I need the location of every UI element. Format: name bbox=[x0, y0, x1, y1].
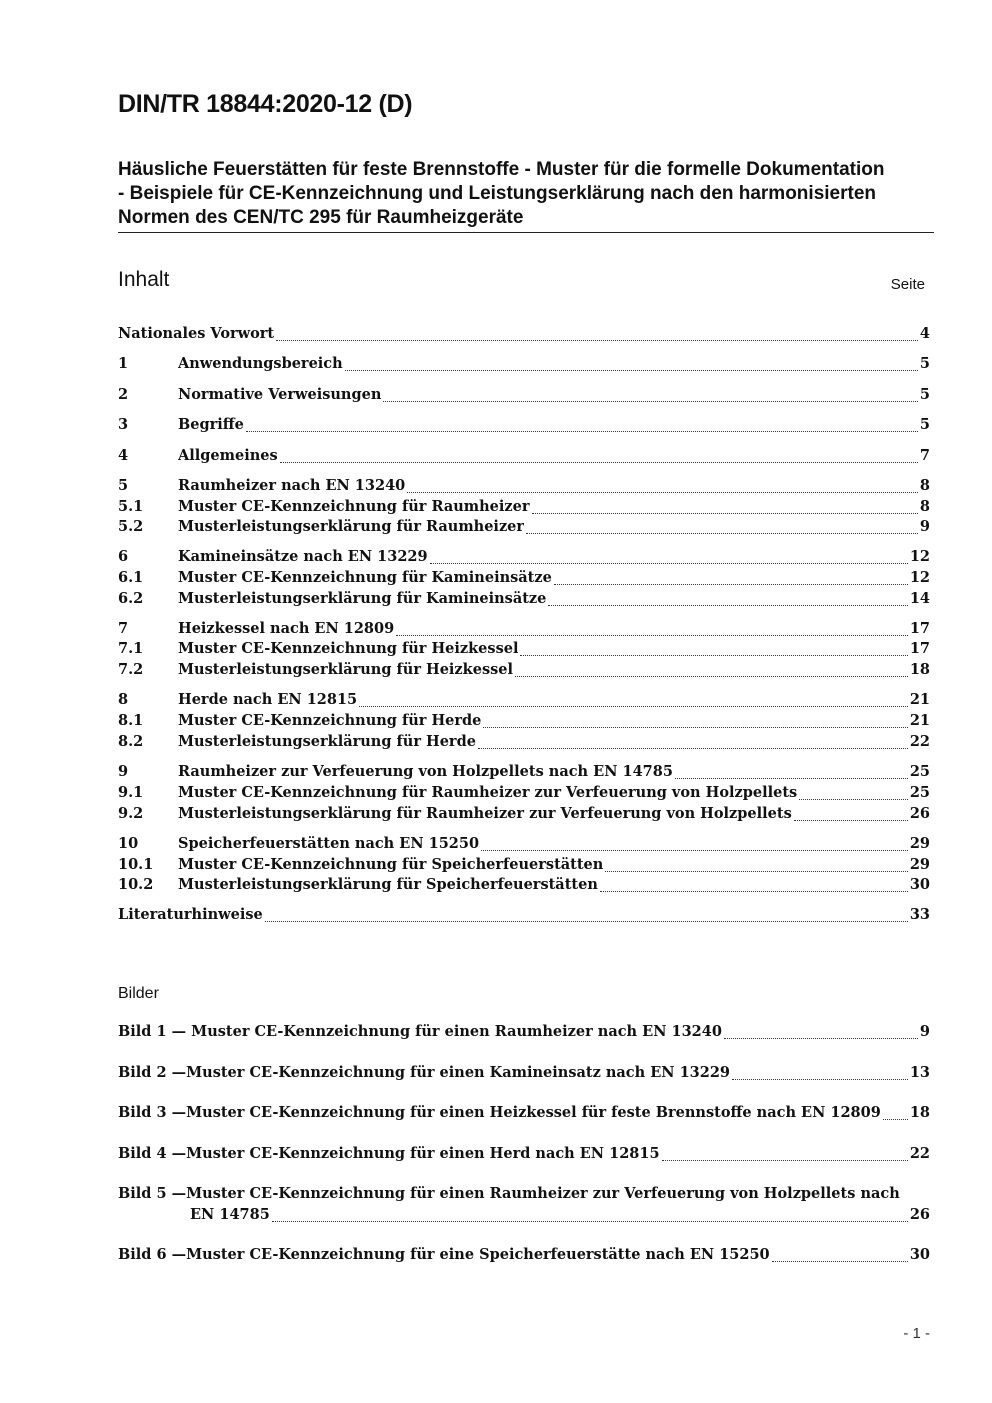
figure-entry-title: Bild 3 —Muster CE-Kennzeichnung für einen Heizkessel für feste Brennstoffe nach EN 12809 bbox=[118, 1104, 881, 1121]
figure-entry-title: Bild 1 — Muster CE-Kennzeichnung für einen Raumheizer nach EN 13240 bbox=[118, 1023, 722, 1040]
toc-entry-page: 17 bbox=[909, 640, 930, 657]
toc-entry[interactable] bbox=[118, 876, 930, 897]
dot-leader bbox=[548, 604, 907, 606]
toc-entry-number: 8.1 bbox=[118, 712, 144, 729]
toc-entry[interactable] bbox=[118, 763, 930, 784]
toc-entry-title: Muster CE-Kennzeichnung für Speicherfeuerstätten bbox=[178, 856, 604, 873]
toc-entry-title: Muster CE-Kennzeichnung für Herde bbox=[178, 712, 482, 729]
figure-entry-line bbox=[118, 1064, 930, 1085]
toc-entry[interactable] bbox=[118, 784, 930, 805]
toc-entry-title: Muster CE-Kennzeichnung für Heizkessel bbox=[178, 640, 519, 657]
figure-entry-page: 18 bbox=[909, 1104, 930, 1121]
figure-entry-page: 26 bbox=[909, 1206, 930, 1223]
figure-entry-page: 9 bbox=[919, 1023, 930, 1040]
toc-entry-number: 7 bbox=[118, 620, 129, 637]
dot-leader bbox=[246, 430, 918, 432]
figure-entry[interactable] bbox=[118, 1104, 930, 1125]
toc-entry-page: 29 bbox=[909, 856, 930, 873]
toc-entry[interactable] bbox=[118, 805, 930, 826]
figure-entry-line bbox=[118, 1145, 930, 1166]
toc-entry-page: 12 bbox=[909, 569, 930, 586]
toc-entry-number: 5.2 bbox=[118, 518, 144, 535]
toc-entry-title: Allgemeines bbox=[178, 447, 278, 464]
figure-entry[interactable] bbox=[118, 1145, 930, 1166]
figure-entry-page: 13 bbox=[909, 1064, 930, 1081]
toc-entry-number: 3 bbox=[118, 416, 129, 433]
toc-entry[interactable] bbox=[118, 569, 930, 590]
toc-entry-page: 7 bbox=[919, 447, 930, 464]
toc-entry-number: 8.2 bbox=[118, 733, 144, 750]
toc-entry-number: 8 bbox=[118, 691, 129, 708]
dot-leader bbox=[554, 583, 908, 585]
toc-entry[interactable] bbox=[118, 355, 930, 376]
dot-leader bbox=[265, 920, 908, 922]
toc-entry-page: 12 bbox=[909, 548, 930, 565]
toc-entry-title: Musterleistungserklärung für Herde bbox=[178, 733, 476, 750]
toc-entry-page: 29 bbox=[909, 835, 930, 852]
toc-entry-page: 17 bbox=[909, 620, 930, 637]
toc-entry-page: 5 bbox=[919, 386, 930, 403]
toc-entry-title: Musterleistungserklärung für Kamineinsätze bbox=[178, 590, 547, 607]
toc-entry-number: 7.2 bbox=[118, 661, 144, 678]
toc-entry-page: 9 bbox=[919, 518, 930, 535]
dot-leader bbox=[675, 777, 908, 779]
subtitle-line: Normen des CEN/TC 295 für Raumheizgeräte bbox=[118, 207, 524, 228]
toc-entry[interactable] bbox=[118, 325, 930, 346]
subtitle-line: Häusliche Feuerstätten für feste Brennstoffe - Muster für die formelle Dokumentation bbox=[118, 159, 885, 180]
dot-leader bbox=[276, 339, 918, 341]
toc-entry-page: 8 bbox=[919, 498, 930, 515]
toc-entry-number: 5 bbox=[118, 477, 129, 494]
toc-entry-number: 6 bbox=[118, 548, 129, 565]
toc-entry[interactable] bbox=[118, 590, 930, 611]
toc-entry-title: Muster CE-Kennzeichnung für Raumheizer bbox=[178, 498, 530, 515]
toc-entry-page: 18 bbox=[909, 661, 930, 678]
toc-entry-title: Nationales Vorwort bbox=[118, 325, 275, 342]
toc-entry-title: Herde nach EN 12815 bbox=[178, 691, 358, 708]
toc-entry-number: 9 bbox=[118, 763, 129, 780]
figure-entry-title: Bild 6 —Muster CE-Kennzeichnung für eine Speicherfeuerstätte nach EN 15250 bbox=[118, 1246, 770, 1263]
figures-heading: Bilder bbox=[118, 985, 159, 1002]
toc-entry-title: Speicherfeuerstätten nach EN 15250 bbox=[178, 835, 480, 852]
toc-heading: Inhalt bbox=[118, 268, 170, 291]
toc-entry-page: 8 bbox=[919, 477, 930, 494]
toc-entry-title: Begriffe bbox=[178, 416, 244, 433]
figure-entry[interactable] bbox=[118, 1064, 930, 1085]
toc-entry[interactable] bbox=[118, 733, 930, 754]
toc-entry-number: 10.2 bbox=[118, 876, 154, 893]
document-subtitle bbox=[118, 158, 934, 233]
dot-leader bbox=[272, 1220, 908, 1222]
toc-entry-number: 7.1 bbox=[118, 640, 144, 657]
figure-entry-page: 22 bbox=[909, 1145, 930, 1162]
toc-entry-page: 30 bbox=[909, 876, 930, 893]
toc-entry[interactable] bbox=[118, 856, 930, 877]
toc-entry[interactable] bbox=[118, 477, 930, 498]
toc-entry-page: 21 bbox=[909, 712, 930, 729]
dot-leader bbox=[280, 461, 918, 463]
toc-entry-title: Heizkessel nach EN 12809 bbox=[178, 620, 395, 637]
toc-entry-number: 6.1 bbox=[118, 569, 144, 586]
toc-entry-number: 1 bbox=[118, 355, 129, 372]
toc-entry-title: Literaturhinweise bbox=[118, 906, 263, 923]
toc-entry[interactable] bbox=[118, 518, 930, 539]
dot-leader bbox=[532, 512, 918, 514]
toc-entry-title: Musterleistungserklärung für Raumheizer bbox=[178, 518, 525, 535]
toc-entry-page: 33 bbox=[909, 906, 930, 923]
toc-entry[interactable] bbox=[118, 906, 930, 927]
dot-leader bbox=[799, 798, 908, 800]
toc-entry[interactable] bbox=[118, 620, 930, 641]
dot-leader bbox=[515, 675, 908, 677]
figure-entry-title: Bild 2 —Muster CE-Kennzeichnung für einen Kamineinsatz nach EN 13229 bbox=[118, 1064, 731, 1081]
toc-entry[interactable] bbox=[118, 691, 930, 712]
dot-leader bbox=[478, 747, 908, 749]
toc-entry-number: 10 bbox=[118, 835, 139, 852]
dot-leader bbox=[520, 654, 907, 656]
toc-entry-page: 22 bbox=[909, 733, 930, 750]
figure-entry-line bbox=[118, 1246, 930, 1267]
toc-entry-page: 26 bbox=[909, 805, 930, 822]
dot-leader bbox=[883, 1118, 908, 1120]
toc-entry-page: 4 bbox=[919, 325, 930, 342]
dot-leader bbox=[483, 726, 907, 728]
dot-leader bbox=[396, 634, 908, 636]
figure-entry-title: Bild 4 —Muster CE-Kennzeichnung für einen Herd nach EN 12815 bbox=[118, 1145, 660, 1162]
toc-entry-number: 9.1 bbox=[118, 784, 144, 801]
toc-entry-number: 5.1 bbox=[118, 498, 144, 515]
toc-entry-title: Raumheizer nach EN 13240 bbox=[178, 477, 406, 494]
dot-leader bbox=[772, 1260, 908, 1262]
toc-entry-title: Muster CE-Kennzeichnung für Kamineinsätze bbox=[178, 569, 552, 586]
toc-entry-title: Musterleistungserklärung für Heizkessel bbox=[178, 661, 514, 678]
figure-entry-line bbox=[118, 1023, 930, 1044]
page-number: - 1 - bbox=[903, 1325, 930, 1342]
toc-entry-title: Musterleistungserklärung für Raumheizer zur Verfeuerung von Holzpellets bbox=[178, 805, 792, 822]
dot-leader bbox=[724, 1037, 918, 1039]
dot-leader bbox=[430, 562, 908, 564]
toc-entry-title: Raumheizer zur Verfeuerung von Holzpellets nach EN 14785 bbox=[178, 763, 673, 780]
toc-entry-page: 21 bbox=[909, 691, 930, 708]
dot-leader bbox=[359, 705, 908, 707]
toc-entry[interactable] bbox=[118, 712, 930, 733]
figure-entry-title: Bild 5 —Muster CE-Kennzeichnung für einen Raumheizer zur Verfeuerung von Holzpellets nach bbox=[118, 1185, 900, 1202]
toc-entry-number: 4 bbox=[118, 447, 129, 464]
dot-leader bbox=[407, 491, 918, 493]
dot-leader bbox=[526, 532, 918, 534]
dot-leader bbox=[345, 369, 918, 371]
toc-entry[interactable] bbox=[118, 416, 930, 437]
toc-entry-page: 25 bbox=[909, 784, 930, 801]
figure-entry-line bbox=[118, 1185, 930, 1206]
toc-entry-title: Anwendungsbereich bbox=[178, 355, 343, 372]
toc-entry-number: 10.1 bbox=[118, 856, 154, 873]
figure-entry-line bbox=[118, 1104, 930, 1125]
toc-entry[interactable] bbox=[118, 640, 930, 661]
figure-entry[interactable] bbox=[118, 1185, 930, 1227]
toc-entry[interactable] bbox=[118, 386, 930, 407]
toc-entry-number: 6.2 bbox=[118, 590, 144, 607]
dot-leader bbox=[605, 870, 907, 872]
toc-entry-number: 9.2 bbox=[118, 805, 144, 822]
toc-entry[interactable] bbox=[118, 835, 930, 856]
toc-entry-title: Normative Verweisungen bbox=[178, 386, 382, 403]
toc-entry-page: 25 bbox=[909, 763, 930, 780]
dot-leader bbox=[732, 1078, 908, 1080]
figure-entry-title: EN 14785 bbox=[190, 1206, 270, 1223]
figure-entry[interactable] bbox=[118, 1023, 930, 1044]
toc-entry-title: Musterleistungserklärung für Speicherfeuerstätten bbox=[178, 876, 598, 893]
figure-entry[interactable] bbox=[118, 1246, 930, 1267]
dot-leader bbox=[383, 400, 918, 402]
dot-leader bbox=[794, 819, 908, 821]
toc-entry[interactable] bbox=[118, 548, 930, 569]
dot-leader bbox=[662, 1159, 908, 1161]
toc-entry[interactable] bbox=[118, 661, 930, 682]
dot-leader bbox=[481, 849, 908, 851]
toc-entry[interactable] bbox=[118, 498, 930, 519]
toc-page-label: Seite bbox=[890, 276, 925, 293]
dot-leader bbox=[600, 890, 908, 892]
toc-entry-number: 2 bbox=[118, 386, 129, 403]
toc-entry-page: 5 bbox=[919, 355, 930, 372]
toc-entry-title: Muster CE-Kennzeichnung für Raumheizer zur Verfeuerung von Holzpellets bbox=[178, 784, 798, 801]
toc-entry-page: 14 bbox=[909, 590, 930, 607]
figure-entry-page: 30 bbox=[909, 1246, 930, 1263]
toc-entry-page: 5 bbox=[919, 416, 930, 433]
subtitle-line: - Beispiele für CE-Kennzeichnung und Leistungserklärung nach den harmonisierten bbox=[118, 183, 876, 204]
figure-entry-line bbox=[118, 1206, 930, 1227]
toc-entry-title: Kamineinsätze nach EN 13229 bbox=[178, 548, 428, 565]
toc-entry[interactable] bbox=[118, 447, 930, 468]
document-id: DIN/TR 18844:2020-12 (D) bbox=[118, 90, 413, 118]
